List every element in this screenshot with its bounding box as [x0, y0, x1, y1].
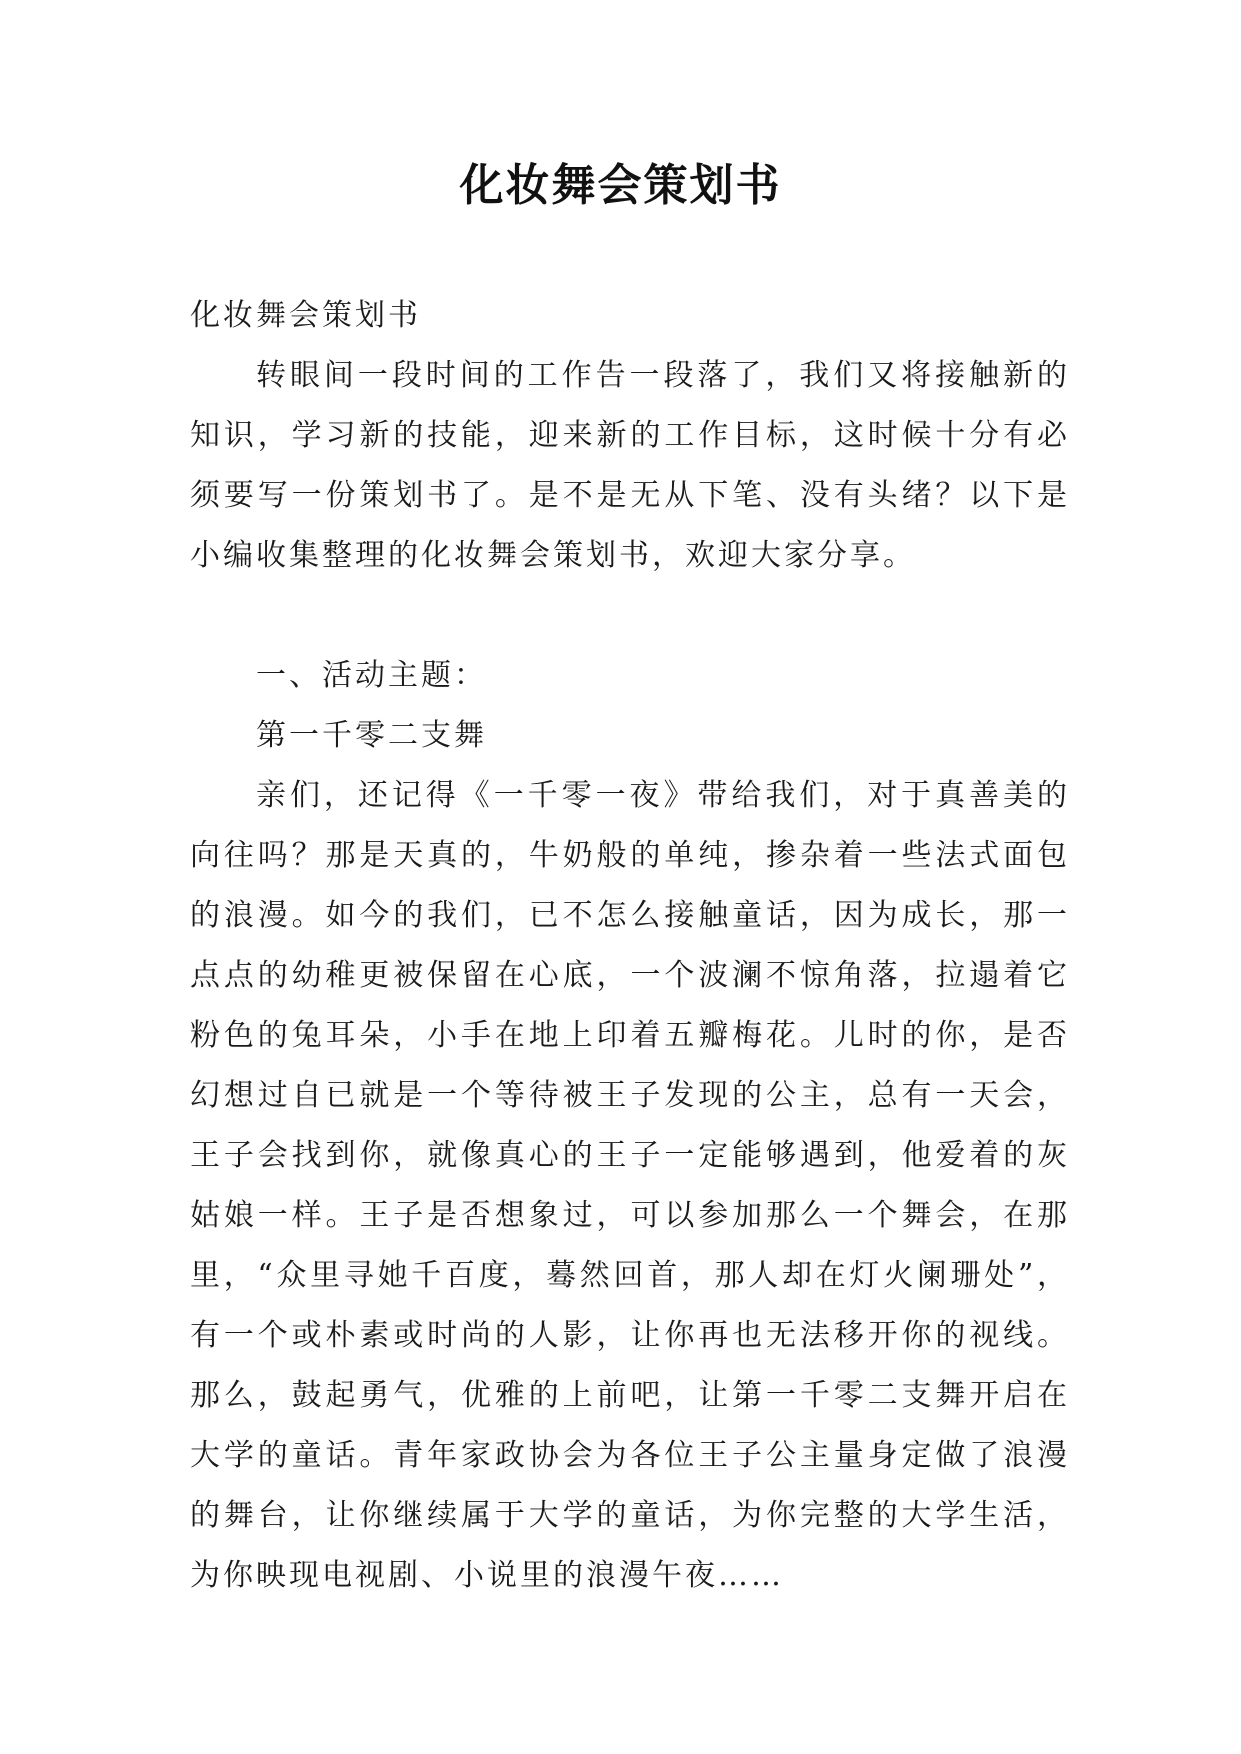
theme-paragraph: 亲们，还记得《一千零一夜》带给我们，对于真善美的向往吗？那是天真的，牛奶般的单纯，掺杂着一些法式面包的浪漫。如今的我们，已不怎么接触童话，因为成长，那一点点的幼稚更被保留在心底，一个波澜不惊角落，拉遢着它粉色的兔耳朵，小手在地上印着五瓣梅花。儿时的你，是否幻想过自已就是一个等待被王子发现的公主，总有一天会，王子会找到你，就像真心的王子一定能够遇到，他爱着的灰姑娘一样。王子是否想象过，可以参加那么一个舞会，在那里，“众里寻她千百度，蓦然回首，那人却在灯火阑珊处”，有一个或朴素或时尚的人影，让你再也无法移开你的视线。那么，鼓起勇气，优雅的上前吧，让第一千零二支舞开启在大学的童话。青年家政协会为各位王子公主量身定做了浪漫的舞台，让你继续属于大学的童话，为你完整的大学生活，为你映现电视剧、小说里的浪漫午夜……: [190, 778, 1070, 1593]
intro-paragraph: 转眼间一段时间的工作告一段落了，我们又将接触新的知识，学习新的技能，迎来新的工作目标，这时候十分有必须要写一份策划书了。是不是无从下笔、没有头绪？以下是小编收集整理的化妆舞会策划书，欢迎大家分享。: [190, 358, 1070, 573]
theme-name: 第一千零二支舞: [256, 718, 487, 753]
document-title: 化妆舞会策划书: [459, 160, 782, 211]
section-heading: 一、活动主题：: [256, 658, 487, 693]
subtitle: 化妆舞会策划书: [190, 298, 421, 333]
paragraph-spacer: [190, 586, 1070, 646]
document-body: [190, 286, 1070, 1606]
